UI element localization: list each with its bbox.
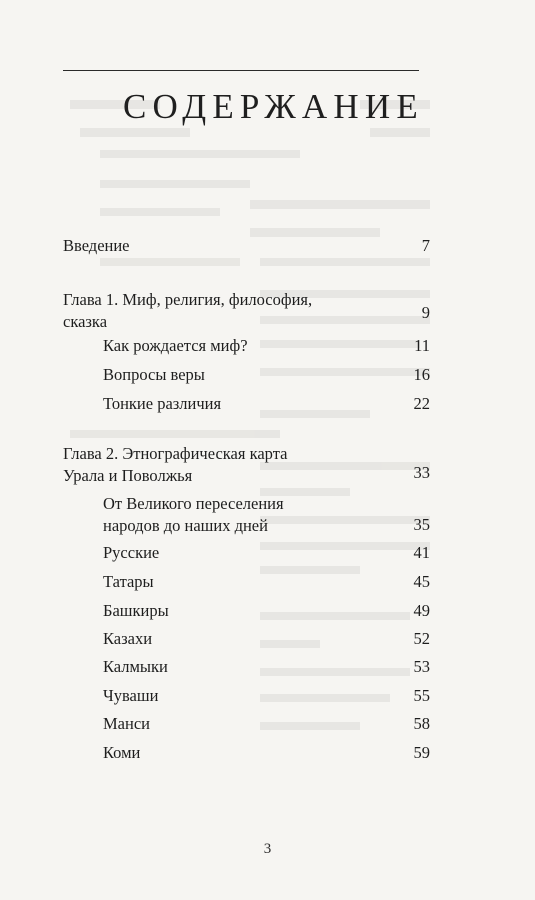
toc-entry-page: 22 (413, 394, 430, 413)
toc-entry-page: 49 (413, 601, 430, 620)
toc-entry-title-line: Глава 1. Миф, религия, философия, (63, 290, 313, 309)
toc-entry-title-line: Глава 2. Этнографическая карта (63, 444, 288, 463)
toc-entry-page: 52 (413, 629, 430, 648)
toc-entry-title: Как рождается миф? (103, 336, 248, 355)
toc-entry-title: Башкиры (103, 601, 169, 620)
toc-entry-title (63, 443, 287, 487)
toc-entry-title: Введение (63, 236, 130, 255)
toc-entry-page: 59 (413, 743, 430, 762)
toc-entry-title-line: Урала и Поволжья (63, 466, 193, 485)
toc-entry-page: 35 (413, 515, 430, 534)
toc-entry-page: 16 (413, 365, 430, 384)
toc-entry-page: 55 (413, 686, 430, 705)
top-rule (63, 70, 419, 71)
toc-entry-title: Манси (103, 714, 150, 733)
toc-entry-page: 58 (413, 714, 430, 733)
page-title: СОДЕРЖАНИЕ (123, 87, 424, 126)
toc-entry-page: 7 (421, 236, 430, 255)
toc-entry-title: Коми (103, 743, 141, 762)
toc-entry-title (63, 289, 312, 333)
toc-entry-page: 33 (413, 463, 430, 482)
toc-entry-page: 45 (413, 572, 430, 591)
toc-entry-title (103, 493, 284, 537)
toc-entry-page: 41 (413, 543, 430, 562)
toc-entry-title: Русские (103, 543, 160, 562)
page-number: 3 (263, 841, 272, 857)
toc-entry-title-line: народов до наших дней (103, 516, 268, 535)
toc-entry-title: Вопросы веры (103, 365, 205, 384)
toc-entry-title-line: От Великого переселения (103, 494, 284, 513)
toc-entry-title: Тонкие различия (103, 394, 222, 413)
toc-entry-title: Чуваши (103, 686, 159, 705)
toc-entry-title: Казахи (103, 629, 153, 648)
toc-entry-page: 11 (414, 336, 430, 355)
toc-entry-page: 53 (413, 657, 430, 676)
toc-entry-title: Калмыки (103, 657, 168, 676)
toc-entry-title: Татары (103, 572, 154, 591)
toc-entry-title-line: сказка (63, 312, 108, 331)
toc-entry-page: 9 (421, 303, 430, 322)
